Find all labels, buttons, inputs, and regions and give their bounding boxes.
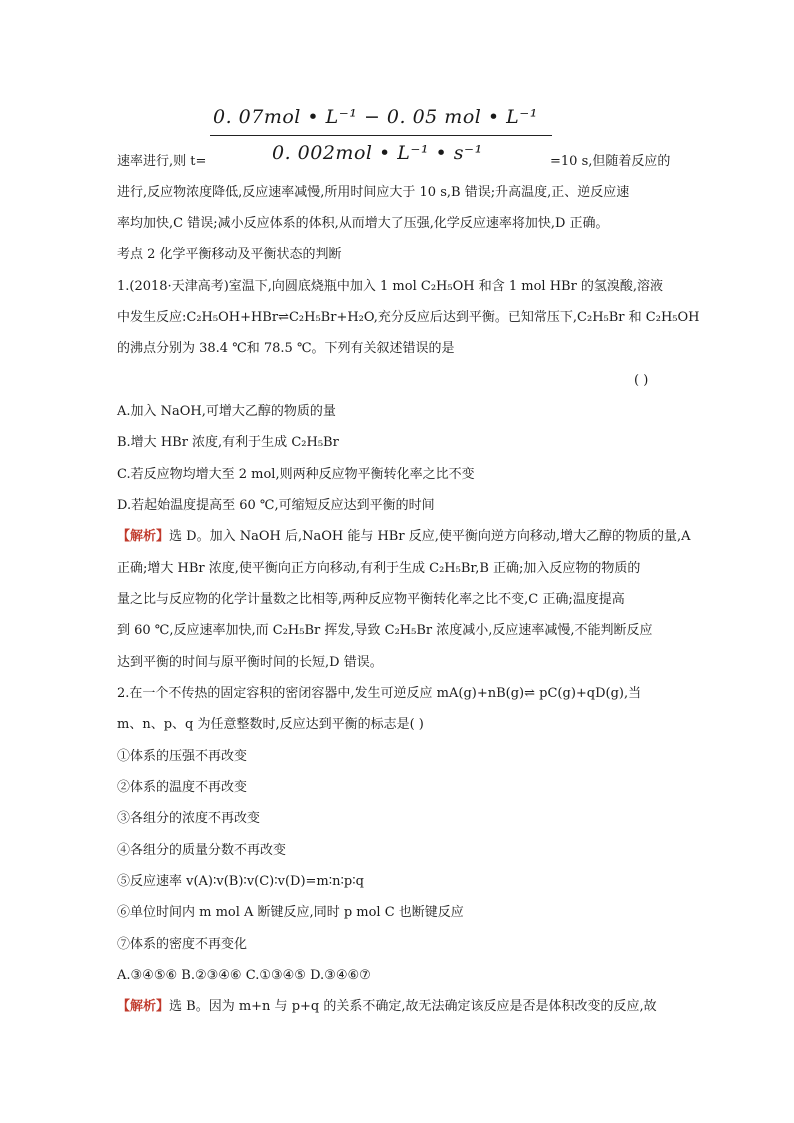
question-2-stem: m、n、p、q 为任意整数时,反应达到平衡的标志是( ) xyxy=(117,717,424,732)
analysis-tag: 【解析】 xyxy=(117,529,170,544)
answer-choices: A.③④⑤⑥ B.②③④⑥ C.①③④⑤ D.③④⑥⑦ xyxy=(117,968,371,983)
question-1-stem: 1.(2018·天津高考)室温下,向圆底烧瓶中加入 1 mol C₂H₅OH 和含 1 mol HBr 的氢溴酸,溶液 xyxy=(117,279,664,294)
analysis-text: 选 B。因为 m+n 与 p+q 的关系不确定,故无法确定该反应是否是体积改变的反应,故 xyxy=(169,999,657,1014)
option-d: D.若起始温度提高至 60 ℃,可缩短反应达到平衡的时间 xyxy=(117,498,435,513)
statement-item: ②体系的温度不再改变 xyxy=(117,780,248,795)
explanation-line: 进行,反应物浓度降低,反应速率减慢,所用时间应大于 10 s,B 错误;升高温度,正、逆反应速 xyxy=(117,185,630,200)
statement-item: ①体系的压强不再改变 xyxy=(117,749,248,764)
section-title: 考点 2 化学平衡移动及平衡状态的判断 xyxy=(117,247,342,262)
analysis-line xyxy=(117,527,691,547)
statement-item: ⑦体系的密度不再变化 xyxy=(117,937,248,952)
question-2-stem: 2.在一个不传热的固定容积的密闭容器中,发生可逆反应 mA(g)+nB(g)⇌ pC(g)+qD(g),当 xyxy=(117,686,642,701)
option-c: C.若反应物均增大至 2 mol,则两种反应物平衡转化率之比不变 xyxy=(117,467,475,482)
analysis-text: 选 D。加入 NaOH 后,NaOH 能与 HBr 反应,使平衡向逆方向移动,增大乙醇的物质的量,A xyxy=(169,529,691,544)
formula-fraction-bar xyxy=(210,135,552,136)
analysis-line: 正确;增大 HBr 浓度,使平衡向正方向移动,有利于生成 C₂H₅Br,B 正确;加入反应物的物质的 xyxy=(117,561,641,576)
option-a: A.加入 NaOH,可增大乙醇的物质的量 xyxy=(117,404,336,419)
analysis-tag: 【解析】 xyxy=(117,999,170,1014)
formula-numerator: 0. 07mol • L⁻¹ − 0. 05 mol • L⁻¹ xyxy=(213,106,538,128)
analysis-line: 量之比与反应物的化学计量数之比相等,两种反应物平衡转化率之比不变,C 正确;温度提高 xyxy=(117,592,625,607)
analysis-line xyxy=(117,997,657,1017)
question-1-stem: 中发生反应:C₂H₅OH+HBr⇌C₂H₅Br+H₂O,充分反应后达到平衡。已知常压下,C₂H₅Br 和 C₂H₅OH xyxy=(117,310,700,325)
statement-item: ③各组分的浓度不再改变 xyxy=(117,811,261,826)
explanation-line: 率均加快,C 错误;减小反应体系的体积,从而增大了压强,化学反应速率将加快,D 正确。 xyxy=(117,216,609,231)
statement-item: ⑤反应速率 v(A)∶v(B)∶v(C)∶v(D)=m∶n∶p∶q xyxy=(117,874,364,889)
answer-paren: ( ) xyxy=(634,373,649,388)
statement-item: ⑥单位时间内 m mol A 断键反应,同时 p mol C 也断键反应 xyxy=(117,905,464,920)
formula-denominator: 0. 002mol • L⁻¹ • s⁻¹ xyxy=(272,142,483,164)
analysis-line: 达到平衡的时间与原平衡时间的长短,D 错误。 xyxy=(117,655,383,670)
option-b: B.增大 HBr 浓度,有利于生成 C₂H₅Br xyxy=(117,435,339,450)
question-1-stem: 的沸点分别为 38.4 ℃和 78.5 ℃。下列有关叙述错误的是 xyxy=(117,341,455,356)
explanation-prefix: 速率进行,则 t= xyxy=(117,154,207,169)
explanation-suffix: =10 s,但随着反应的 xyxy=(550,154,671,169)
analysis-line: 到 60 ℃,反应速率加快,而 C₂H₅Br 挥发,导致 C₂H₅Br 浓度减小,反应速率减慢,不能判断反应 xyxy=(117,623,653,638)
statement-item: ④各组分的质量分数不再改变 xyxy=(117,843,287,858)
